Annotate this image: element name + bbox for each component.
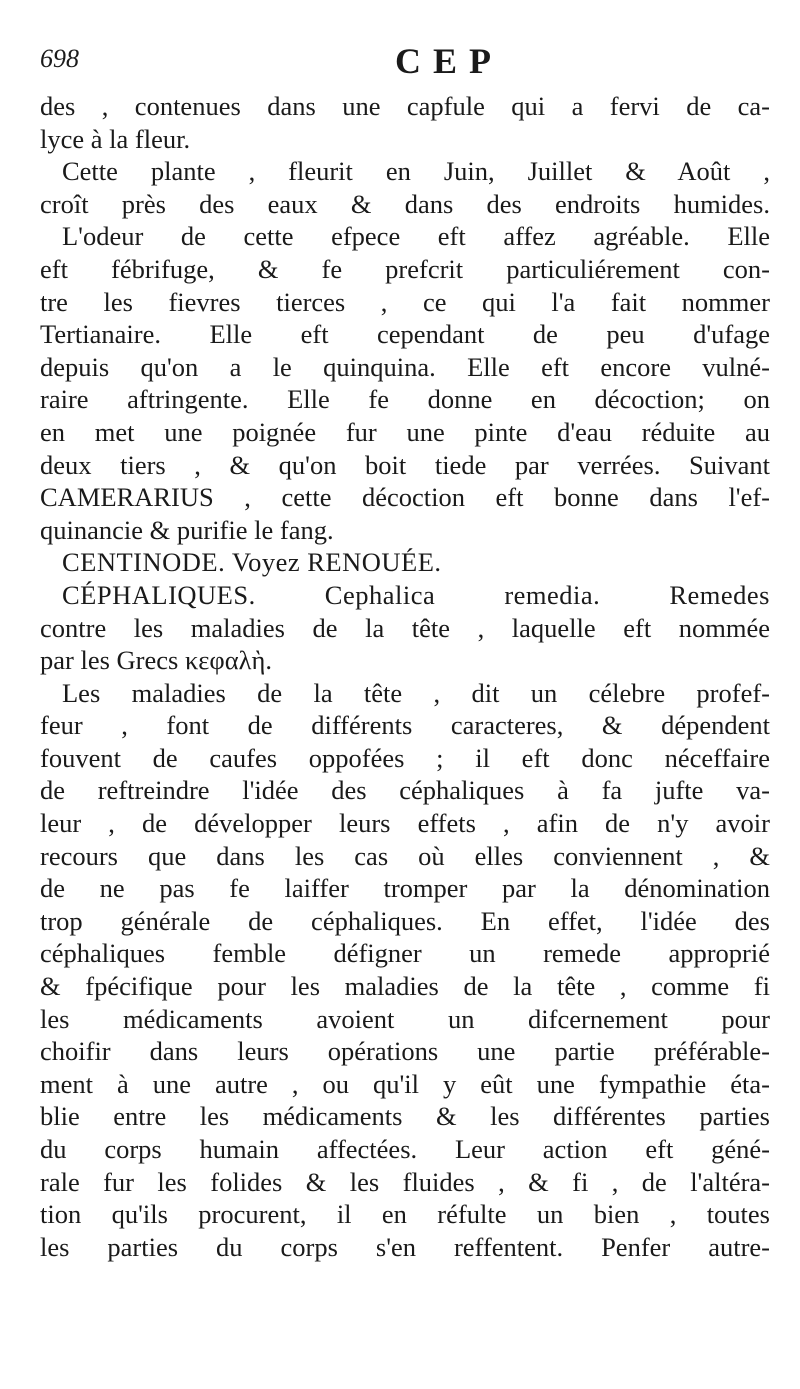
text-line: de ne pas fe laiffer tromper par la dénomination xyxy=(40,873,770,904)
text-line: blie entre les médicaments & les différentes parties xyxy=(40,1101,770,1132)
text-line: les médicaments avoient un difcernement pour xyxy=(40,1003,770,1034)
text-line: Cette plante , fleurit en Juin, Juillet & Août , xyxy=(62,156,770,187)
text-line: fouvent de caufes oppofées ; il eft donc néceffaire xyxy=(40,742,770,773)
text-line: croît près des eaux & dans des endroits humides. xyxy=(40,188,770,219)
text-line: recours que dans les cas où elles conviennent , & xyxy=(40,840,770,871)
page-number: 698 xyxy=(40,44,79,73)
text-line: Les maladies de la tête , dit un célebre profef- xyxy=(62,677,770,708)
text-line: eft fébrifuge, & fe prefcrit particuliérement con- xyxy=(40,253,770,284)
text-line: quinancie & purifie le fang. xyxy=(40,514,334,545)
text-line: CÉPHALIQUES. Cephalica remedia. Remedes xyxy=(62,579,770,610)
text-line: & fpécifique pour les maladies de la tête , comme fi xyxy=(40,971,770,1002)
running-head: CEP xyxy=(395,41,503,81)
text-line: leur , de développer leurs effets , afin de n'y avoir xyxy=(40,808,770,839)
text-line: du corps humain affectées. Leur action eft géné- xyxy=(40,1134,770,1164)
text-line: trop générale de céphaliques. En effet, l'idée des xyxy=(40,905,770,936)
text-line: contre les maladies de la tête , laquelle eft nommée xyxy=(40,612,770,643)
text-line: rale fur les folides & les fluides , & fi , de l'altéra- xyxy=(40,1166,770,1197)
text-line: lyce à la fleur. xyxy=(40,123,191,154)
text-line: CAMERARIUS , cette décoction eft bonne dans l'ef- xyxy=(40,482,770,513)
text-line: tre les fievres tierces , ce qui l'a fait nommer xyxy=(40,286,770,317)
text-line: en met une poignée fur une pinte d'eau réduite au xyxy=(40,416,770,447)
text-line: les parties du corps s'en reffentent. Penfer autre- xyxy=(40,1231,770,1262)
text-line: de reftreindre l'idée des céphaliques à fa jufte va- xyxy=(40,775,770,806)
text-line: céphaliques femble défigner un remede approprié xyxy=(40,938,770,969)
text-line: CENTINODE. Voyez RENOUÉE. xyxy=(62,547,442,578)
text-line: deux tiers , & qu'on boit tiede par verrées. Suivant xyxy=(40,449,770,480)
text-line: raire aftringente. Elle fe donne en décoction; on xyxy=(40,384,770,415)
text-line: ment à une autre , ou qu'il y eût une fympathie éta- xyxy=(40,1068,770,1099)
body-text xyxy=(40,90,770,1263)
text-line: par les Grecs κεφαλὴ. xyxy=(40,645,272,676)
text-line: depuis qu'on a le quinquina. Elle eft encore vulné- xyxy=(40,351,770,382)
text-line: L'odeur de cette efpece eft affez agréable. Elle xyxy=(62,221,770,252)
text-line: tion qu'ils procurent, il en réfulte un bien , toutes xyxy=(40,1199,770,1230)
text-line: feur , font de différents caracteres, & dépendent xyxy=(40,710,770,741)
text-line: des , contenues dans une capfule qui a fervi de ca- xyxy=(40,91,770,121)
text-line: choifir dans leurs opérations une partie préférable- xyxy=(40,1036,770,1067)
text-line: Tertianaire. Elle eft cependant de peu d'ufage xyxy=(40,319,770,350)
page-header xyxy=(40,40,770,90)
